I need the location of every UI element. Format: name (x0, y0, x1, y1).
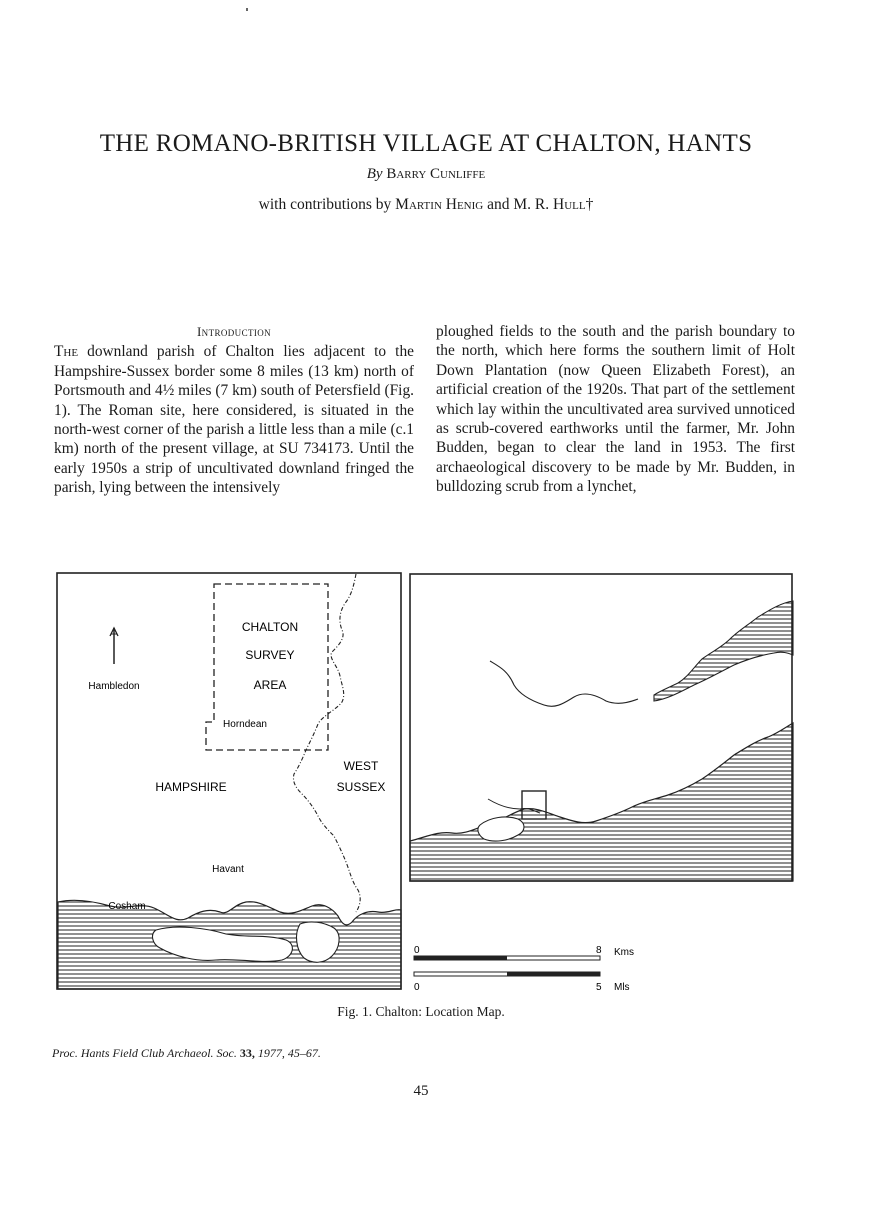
scale-bars (408, 940, 648, 996)
author-name: Barry Cunliffe (386, 166, 486, 182)
label-sussex: SUSSEX (336, 780, 386, 794)
label-survey: SURVEY (245, 648, 295, 662)
contrib-and: and (487, 196, 510, 213)
text-column-left (54, 322, 414, 498)
section-heading: Introduction (196, 324, 272, 339)
byline-by: By (366, 166, 383, 182)
bristol-channel (654, 601, 793, 701)
label-chalton: CHALTON (241, 620, 299, 634)
citation-rest: 1977, 45–67. (257, 1046, 321, 1060)
paragraph-left (54, 342, 414, 497)
contributor-2: M. R. Hull (513, 196, 586, 213)
label-horndean: Horndean (223, 719, 267, 730)
paragraph-left-text: downland parish of Chalton lies adjacent to the Hampshire-Sussex border some 8 miles (13 km) north of Portsmouth and 4½ miles (7 km) south of Petersfield (Fig. 1). The Roman site, here considered, is situated in the north-west corner of the parish a little less than a mile (c.1 km) north of the present village, at SU 734173. Until the early 1950s a strip of uncultivated downland fringed the parish, lying between the intensively (54, 343, 414, 497)
estuary-line (490, 661, 638, 706)
citation-journal: Proc. Hants Field Club Archaeol. Soc. (52, 1046, 237, 1060)
contributors-line (0, 196, 852, 214)
byline (0, 166, 852, 183)
local-map (56, 572, 402, 990)
english-channel (410, 723, 793, 881)
citation-volume: 33, (239, 1046, 255, 1060)
text-column-right (436, 322, 795, 497)
kms-unit: Kms (614, 947, 634, 958)
label-hampshire: HAMPSHIRE (155, 780, 227, 794)
label-havant: Havant (212, 864, 244, 875)
lead-word: The (54, 343, 79, 361)
paragraph-right: ploughed fields to the south and the parish boundary to the north, which here forms the southern limit of Holt Down Plantation (now Queen Elizabeth Forest), an artificial creation of the 1920s. That part of the settlement which lay within the uncultivated area survived unnoticed as scrub-covered earthworks until the farmer, Mr. John Budden, began to clear the land in 1953. The first archaeological discovery to be made by Mr. Budden, in bulldozing scrub from a lynchet, (436, 323, 795, 496)
mls-zero: 0 (414, 982, 420, 993)
kms-zero: 0 (414, 945, 420, 956)
label-west: WEST (343, 759, 379, 773)
article-title: THE ROMANO-BRITISH VILLAGE AT CHALTON, HANTS (99, 130, 753, 157)
label-hambledon: Hambledon (88, 681, 140, 692)
north-arrow-icon (110, 628, 118, 664)
county-boundary (293, 574, 360, 912)
dagger-mark: † (585, 196, 594, 213)
journal-citation (52, 1046, 321, 1061)
label-area: AREA (253, 678, 287, 692)
figure-caption: Fig. 1. Chalton: Location Map. (337, 1004, 505, 1019)
mls-scale (414, 972, 600, 976)
kms-value: 8 (596, 945, 602, 956)
mls-unit: Mls (614, 982, 630, 993)
kms-scale (414, 956, 600, 960)
print-mark (246, 8, 248, 11)
regional-map (408, 573, 794, 883)
page-number: 45 (413, 1083, 429, 1099)
contributor-1: Martin Henig (395, 196, 484, 213)
mls-value: 5 (596, 982, 602, 993)
contrib-prefix: with contributions by (258, 196, 392, 213)
label-cosham: Cosham (108, 901, 146, 912)
